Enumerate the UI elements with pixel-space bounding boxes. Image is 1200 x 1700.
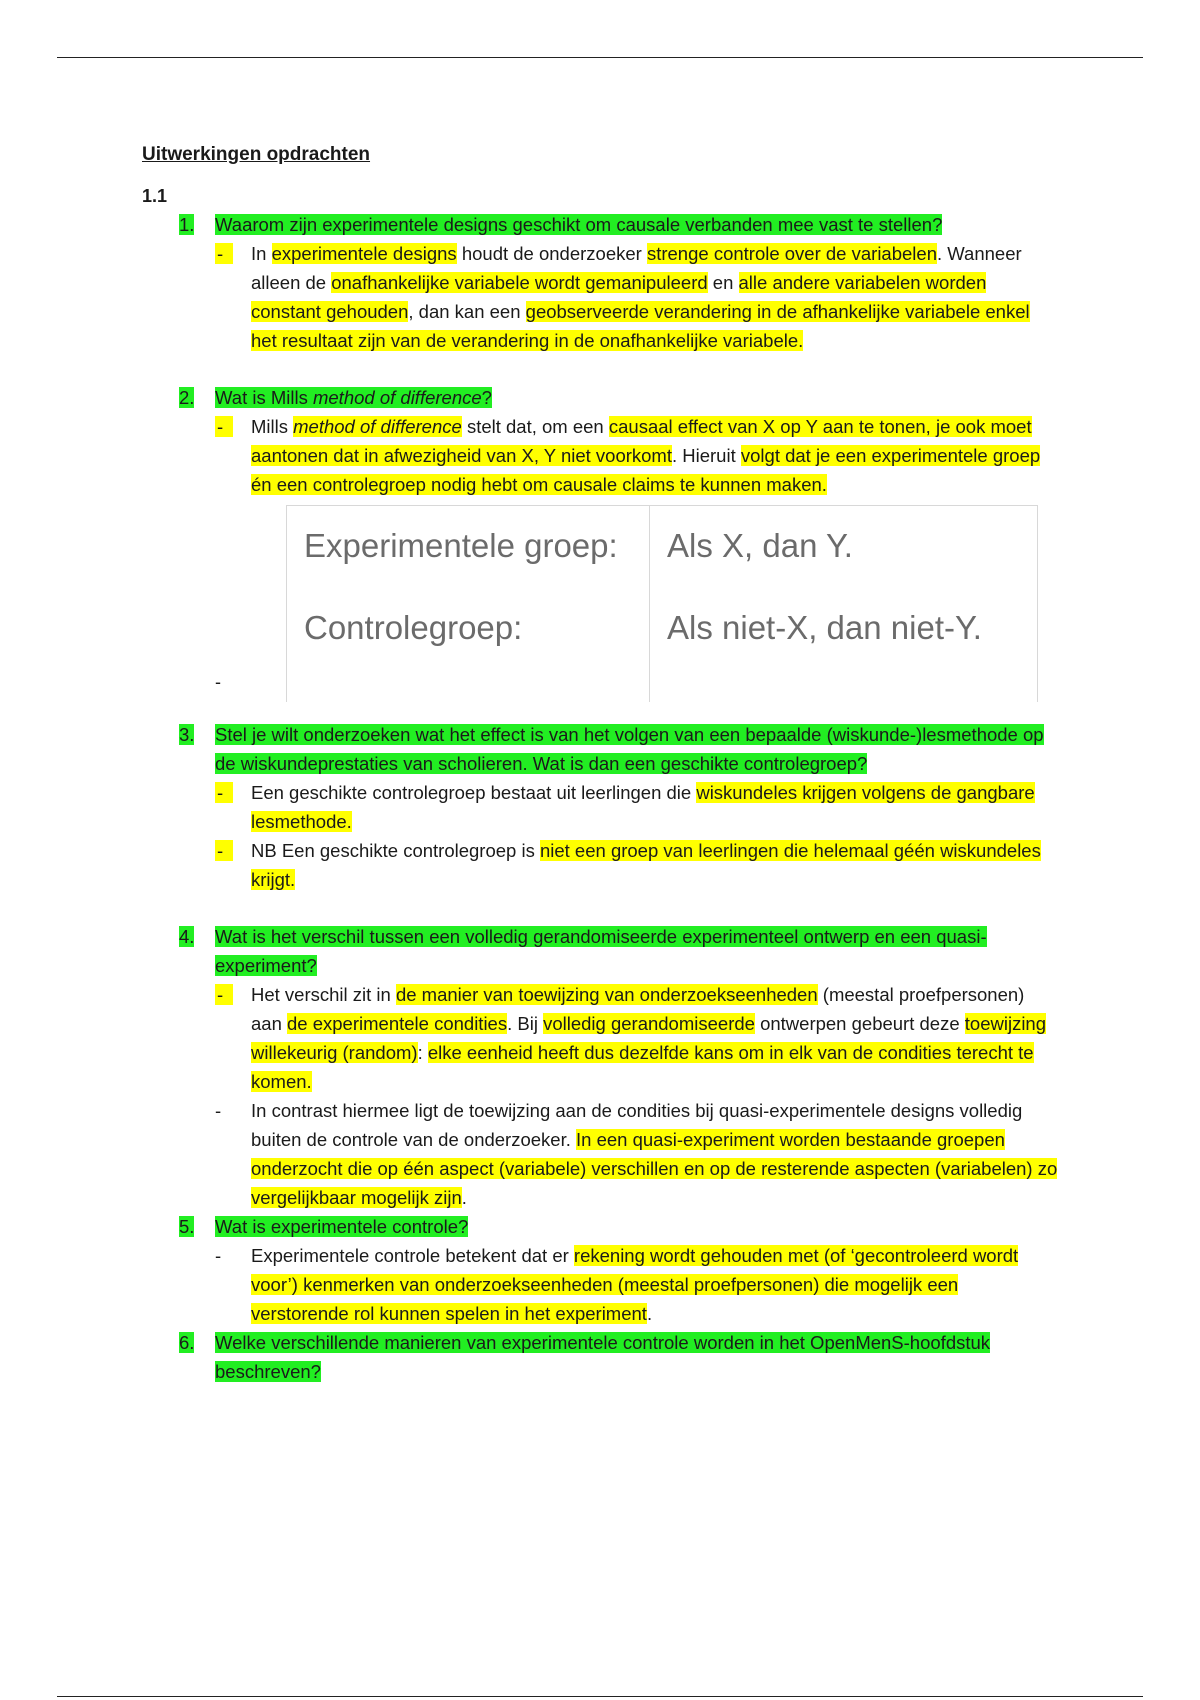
- question-4: [142, 922, 1062, 980]
- highlighted-text: wiskundeles krijgen volgens de gangbare lesmethode.: [251, 782, 1035, 832]
- text-run: Een geschikte controlegroep bestaat uit leerlingen die: [251, 782, 697, 803]
- question-1: [142, 210, 1062, 239]
- question-number-text: 5.: [179, 1216, 195, 1237]
- question-run: ?: [481, 387, 492, 408]
- empty-bullet-dash: -: [215, 672, 221, 692]
- question-number-text: 1.: [179, 214, 195, 235]
- answer-text: [251, 239, 1062, 355]
- answer-text: [251, 412, 1062, 499]
- question-number: [142, 720, 215, 778]
- bullet-dash: [142, 412, 251, 499]
- answer-item: [142, 1096, 1062, 1212]
- mill-method-table: [215, 505, 1038, 702]
- bullet-dash-text: -: [215, 1100, 222, 1121]
- question-text: [215, 383, 1062, 412]
- text-run: .: [646, 1303, 653, 1324]
- text-run: In: [251, 243, 272, 264]
- answer-item: [142, 778, 1062, 836]
- question-highlight: Stel je wilt onderzoeken wat het effect is van het volgen van een bepaalde (wiskunde-)lesmethode op de wiskundeprestaties van scholieren. Wat is dan een geschikte controlegroep?: [215, 724, 1044, 774]
- text-run: ontwerpen gebeurt deze: [754, 1013, 965, 1034]
- answer-item: [142, 980, 1062, 1096]
- question-run: method of difference: [312, 387, 482, 408]
- question-highlight: Wat is het verschil tussen een volledig gerandomiseerde experimenteel ontwerp en een quasi-experiment?: [215, 926, 987, 976]
- highlighted-text: toewijzing willekeurig (random): [251, 1013, 1047, 1063]
- highlighted-text: onafhankelijke variabele wordt gemanipuleerd: [331, 272, 708, 293]
- text-run: , dan kan een: [408, 301, 526, 322]
- question-text: [215, 1328, 1062, 1386]
- text-run: Het verschil zit in: [251, 984, 396, 1005]
- answer-item: [142, 239, 1062, 355]
- question-3: [142, 720, 1062, 778]
- question-list: [142, 210, 1062, 1386]
- answer-text: [251, 1241, 1062, 1328]
- highlighted-text: geobserveerde verandering in de afhankelijke variabele enkel het resultaat zijn van de verandering in de onafhankelijke variabele.: [251, 301, 1030, 351]
- table-column-divider: [649, 506, 650, 702]
- answer-text: [251, 836, 1062, 894]
- text-run: NB Een geschikte controlegroep is: [251, 840, 540, 861]
- text-run: .: [461, 1187, 467, 1208]
- highlighted-text: volledig gerandomiseerde: [543, 1013, 755, 1034]
- question-highlight: Waarom zijn experimentele designs geschikt om causale verbanden mee vast te stellen?: [215, 214, 943, 235]
- answer-item: [142, 836, 1062, 894]
- bullet-dash-text: -: [215, 840, 233, 861]
- highlighted-text: alle andere variabelen worden constant gehouden: [251, 272, 987, 322]
- text-run: Mills: [251, 416, 294, 437]
- bullet-dash-text: -: [215, 984, 233, 1005]
- text-run: (meestal proefpersonen) aan: [251, 984, 1025, 1034]
- bullet-dash: [142, 836, 251, 894]
- table-cell-control-label: Controlegroep:: [304, 609, 523, 646]
- answer-item: [142, 412, 1062, 499]
- question-highlight: Welke verschillende manieren van experimentele controle worden in het OpenMenS-hoofdstuk beschreven?: [215, 1332, 991, 1382]
- question-5: [142, 1212, 1062, 1241]
- bullet-dash: [142, 1096, 251, 1212]
- question-number-text: 4.: [179, 926, 195, 947]
- question-text: [215, 922, 1062, 980]
- text-run: houdt de onderzoeker: [456, 243, 647, 264]
- question-number: [142, 1212, 215, 1241]
- question-number: [142, 922, 215, 980]
- question-2: [142, 383, 1062, 412]
- text-run: . Hieruit: [671, 445, 741, 466]
- highlighted-text: volgt dat je een experimentele groep én een controlegroep nodig hebt om causale claims te kunnen maken.: [251, 445, 1041, 495]
- header-rule: [57, 57, 1143, 58]
- question-number: [142, 1328, 215, 1386]
- text-run: stelt dat, om een: [461, 416, 609, 437]
- question-number: [142, 383, 215, 412]
- highlighted-text: causaal effect van X op Y aan te tonen, je ook moet aantonen dat in afwezigheid van X, Y niet voorkomt: [251, 416, 1032, 466]
- table-cell-experimental-rule: Als X, dan Y.: [667, 527, 853, 564]
- table-cell-control-rule: Als niet-X, dan niet-Y.: [667, 609, 982, 646]
- question-text: [215, 210, 1062, 239]
- text-run: Experimentele controle betekent dat er: [251, 1245, 574, 1266]
- bullet-dash-text: -: [215, 782, 233, 803]
- highlighted-text: de manier van toewijzing van onderzoekseenheden: [395, 984, 818, 1005]
- paragraph-gap: [142, 355, 1062, 383]
- bullet-dash-text: -: [215, 243, 233, 264]
- text-run: . Wanneer alleen de: [251, 243, 1022, 293]
- bullet-dash: [142, 980, 251, 1096]
- document-title: Uitwerkingen opdrachten: [142, 144, 371, 165]
- question-number-text: 6.: [179, 1332, 195, 1353]
- bullet-dash: [142, 239, 251, 355]
- question-number-text: 3.: [179, 724, 195, 745]
- highlighted-text: In een quasi-experiment worden bestaande groepen onderzocht die op één aspect (variabele) verschillen en op de resterende aspecten (variabelen) zo vergelijkbaar mogelijk zijn: [251, 1129, 1058, 1208]
- question-6: [142, 1328, 1062, 1386]
- highlighted-text: rekening wordt gehouden met (of ‘gecontroleerd wordt voor’) kenmerken van onderzoekseenheden (meestal proefpersonen) die mogelijk een verstorende rol kunnen spelen in het experiment: [251, 1245, 1019, 1324]
- text-run: en: [707, 272, 739, 293]
- bullet-dash-text: -: [215, 1245, 222, 1266]
- document-body: [142, 140, 1062, 1386]
- text-run: :: [417, 1042, 428, 1063]
- section-number: 1.1: [142, 186, 168, 206]
- answer-item: [142, 1241, 1062, 1328]
- question-run: Wat is Mills: [215, 387, 313, 408]
- question-highlight: [215, 387, 492, 408]
- question-text: [215, 1212, 1062, 1241]
- text-run: . Bij: [507, 1013, 544, 1034]
- footer-rule: [57, 1696, 1143, 1697]
- highlighted-text: method of difference: [293, 416, 462, 437]
- text-run: In contrast hiermee ligt de toewijzing aan de condities bij quasi-experimentele designs volledig buiten de controle van de onderzoeker.: [251, 1100, 1023, 1150]
- bullet-dash-text: -: [215, 416, 233, 437]
- highlighted-text: strenge controle over de variabelen: [646, 243, 937, 264]
- answer-text: [251, 1096, 1062, 1212]
- highlighted-text: niet een groep van leerlingen die helemaal géén wiskundeles krijgt.: [251, 840, 1041, 890]
- highlighted-text: elke eenheid heeft dus dezelfde kans om in elk van de condities terecht te komen.: [251, 1042, 1034, 1092]
- paragraph-gap: [142, 702, 1062, 720]
- question-number: [142, 210, 215, 239]
- answer-text: [251, 980, 1062, 1096]
- question-highlight: Wat is experimentele controle?: [215, 1216, 469, 1237]
- paragraph-gap: [142, 894, 1062, 922]
- answer-text: [251, 778, 1062, 836]
- question-number-text: 2.: [179, 387, 195, 408]
- table-cell-experimental-label: Experimentele groep:: [304, 527, 618, 564]
- bullet-dash: [142, 1241, 251, 1328]
- highlighted-text: de experimentele condities: [287, 1013, 508, 1034]
- question-text: [215, 720, 1062, 778]
- highlighted-text: experimentele designs: [271, 243, 457, 264]
- bullet-dash: [142, 778, 251, 836]
